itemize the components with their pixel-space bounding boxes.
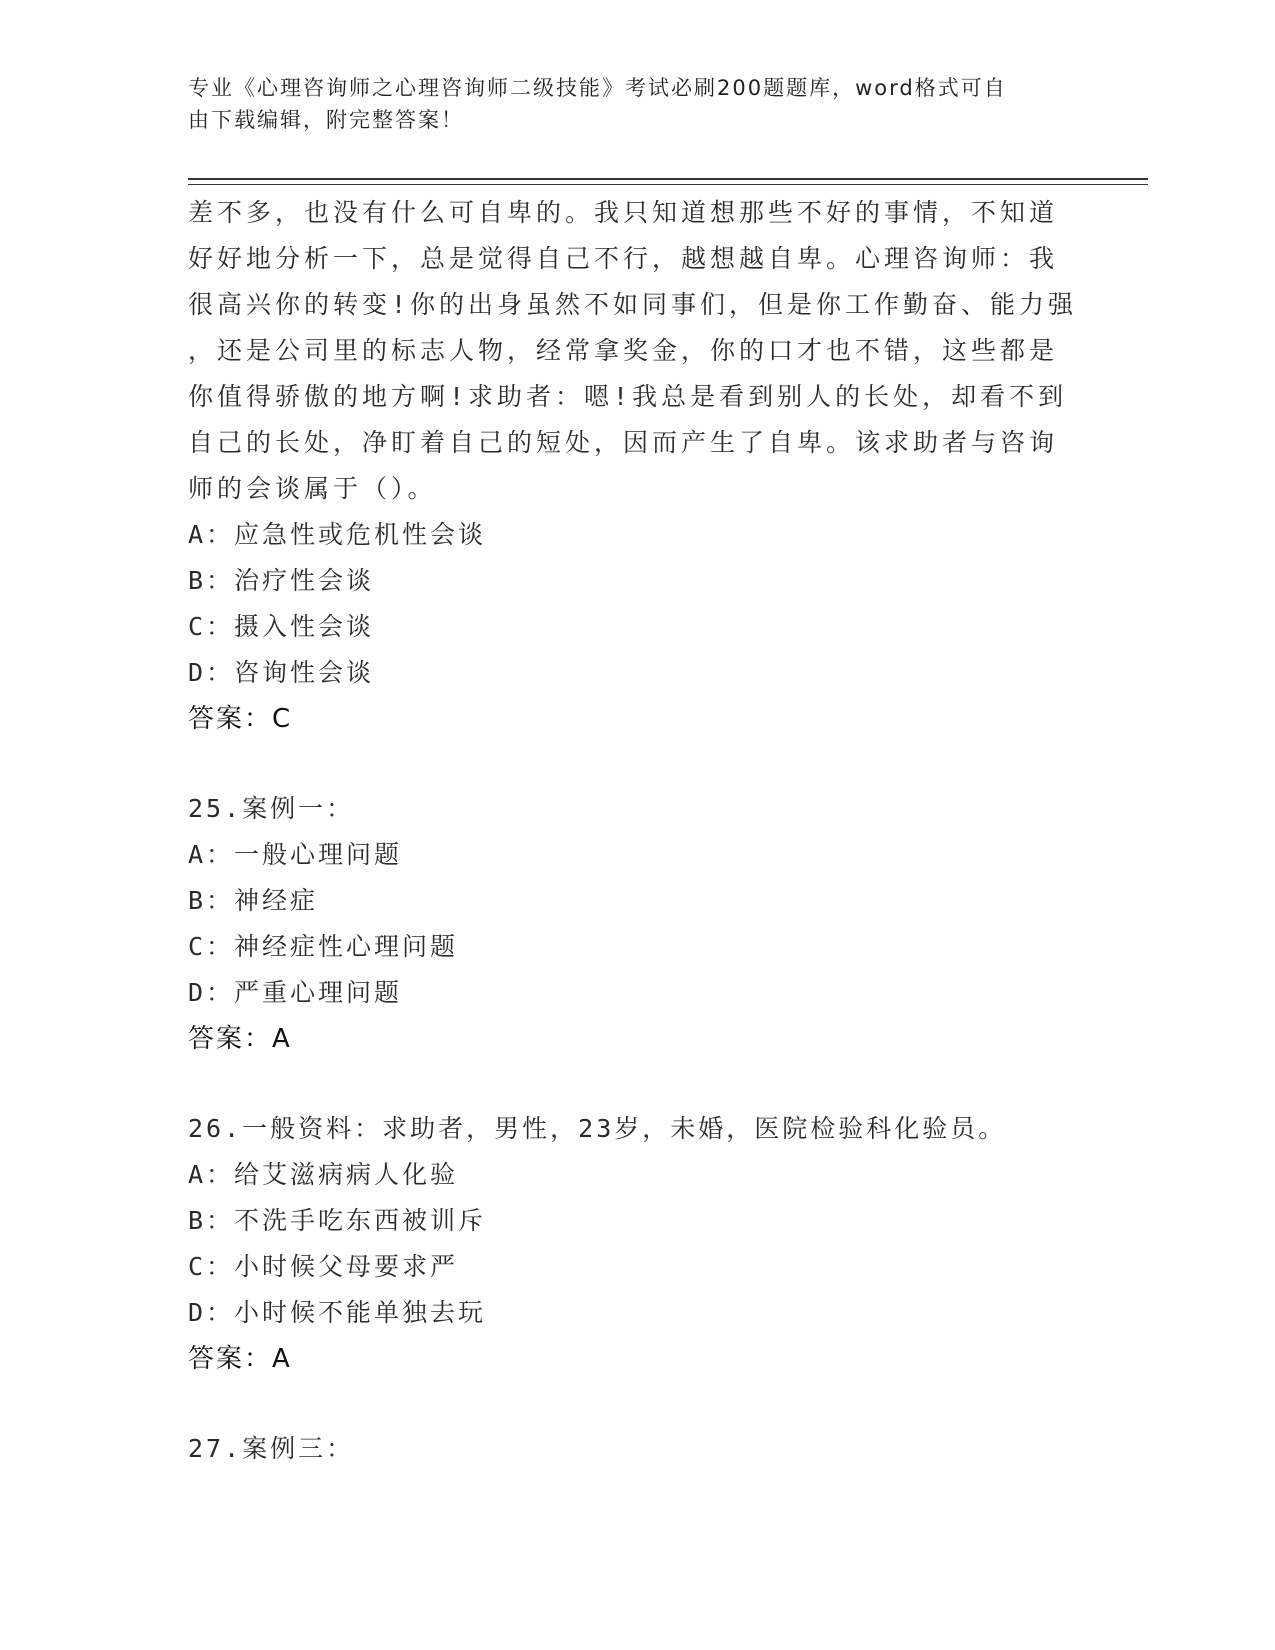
option-d: D：严重心理问题: [188, 978, 403, 1007]
document-body: [188, 190, 1088, 1472]
option-b: B：治疗性会谈: [188, 566, 375, 595]
question-24-passage: [188, 190, 1088, 512]
passage-line: 师的会谈属于（）。: [188, 474, 437, 503]
question-27: [188, 1426, 1088, 1472]
answer-line: 答案：C: [188, 704, 293, 734]
question-26: [188, 1106, 1088, 1382]
question-stem: 25.案例一：: [188, 794, 355, 823]
option-a: A：一般心理问题: [188, 840, 403, 869]
option-c: C：摄入性会谈: [188, 612, 375, 641]
option-b: B：神经症: [188, 886, 319, 915]
option-d: D：咨询性会谈: [188, 658, 375, 687]
question-25: [188, 786, 1088, 1062]
spacer: [188, 1062, 1088, 1106]
option-d: D：小时候不能单独去玩: [188, 1298, 487, 1327]
question-stem: 26.一般资料：求助者，男性，23岁，未婚，医院检验科化验员。: [188, 1114, 1007, 1143]
passage-line: 你值得骄傲的地方啊!求助者：嗯!我总是看到别人的长处，却看不到: [188, 382, 1068, 411]
passage-line: ，还是公司里的标志人物，经常拿奖金，你的口才也不错，这些都是: [188, 336, 1059, 365]
spacer: [188, 742, 1088, 786]
option-c: C：小时候父母要求严: [188, 1252, 459, 1281]
answer-line: 答案：A: [188, 1344, 292, 1374]
header-divider-thin: [188, 184, 1148, 185]
passage-line: 很高兴你的转变!你的出身虽然不如同事们，但是你工作勤奋、能力强: [188, 290, 1078, 319]
header-divider: [188, 178, 1148, 180]
passage-line: 好好地分析一下，总是觉得自己不行，越想越自卑。心理咨询师：我: [188, 244, 1059, 273]
passage-line: 差不多，也没有什么可自卑的。我只知道想那些不好的事情，不知道: [188, 198, 1059, 227]
option-a: A：应急性或危机性会谈: [188, 520, 487, 549]
option-a: A：给艾滋病病人化验: [188, 1160, 459, 1189]
question-24-options: [188, 512, 1088, 742]
question-stem: 27.案例三：: [188, 1434, 355, 1463]
spacer: [188, 1382, 1088, 1426]
option-c: C：神经症性心理问题: [188, 932, 459, 961]
header-line-2: 由下载编辑，附完整答案！: [188, 108, 464, 132]
document-header: [188, 72, 1068, 136]
header-line-1: 专业《心理咨询师之心理咨询师二级技能》考试必刷200题题库，word格式可自: [188, 76, 1007, 100]
option-b: B：不洗手吃东西被训斥: [188, 1206, 487, 1235]
answer-line: 答案：A: [188, 1024, 292, 1054]
passage-line: 自己的长处，净盯着自己的短处，因而产生了自卑。该求助者与咨询: [188, 428, 1059, 457]
